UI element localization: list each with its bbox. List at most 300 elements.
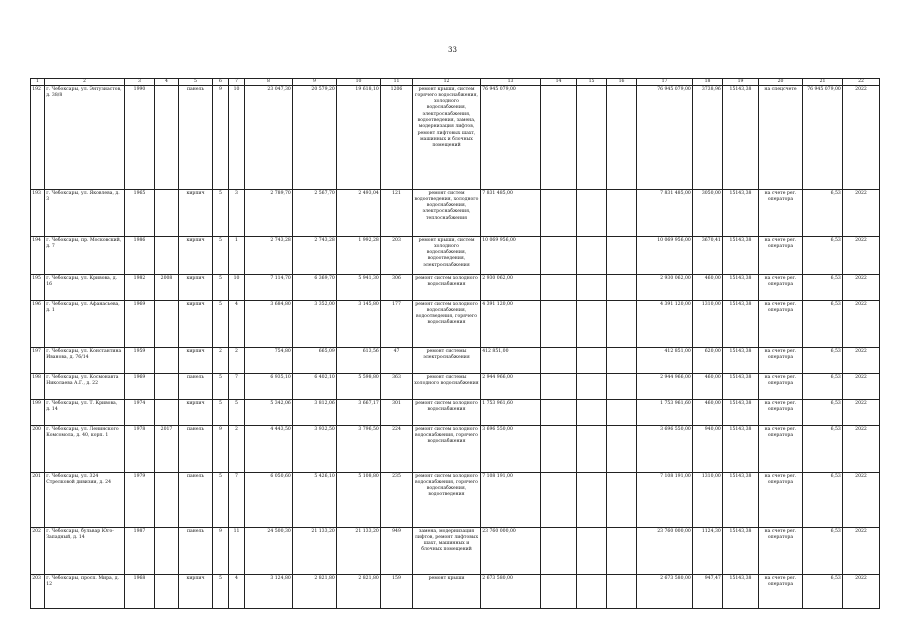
table-cell-col-2: г. Чебоксары, пр. Московский, д. 7 [45, 237, 125, 275]
table-cell-col-19: 15143,38 [723, 473, 759, 528]
table-cell-col-3: 1969 [125, 374, 155, 400]
table-cell-col-17: 1 753 961,60 [637, 400, 693, 426]
table-cell-col-10: 5 598,80 [337, 374, 381, 400]
table-cell-col-9: 21 133,20 [293, 528, 337, 575]
table-cell-col-1: 201 [31, 473, 45, 528]
table-cell-col-1: 195 [31, 275, 45, 301]
table-cell-col-11: 47 [381, 348, 413, 374]
table-cell-col-14 [541, 348, 577, 374]
table-cell-col-20: на счете рег. оператора [759, 400, 803, 426]
table-cell-col-9: 665,09 [293, 348, 337, 374]
table-cell-col-7: 4 [229, 301, 245, 348]
table-cell-col-14 [541, 575, 577, 609]
table-cell-col-3: 1987 [125, 528, 155, 575]
table-row [31, 400, 880, 426]
table-cell-col-21: 6,53 [803, 528, 843, 575]
table-cell-col-7: 2 [229, 426, 245, 473]
table-cell-col-22: 2022 [843, 473, 880, 528]
table-cell-col-9: 3 352,00 [293, 301, 337, 348]
table-cell-col-10: 5 941,30 [337, 275, 381, 301]
table-cell-col-14 [541, 528, 577, 575]
table-cell-col-13: 23 760 000,00 [481, 528, 541, 575]
table-cell-col-6: 5 [213, 473, 229, 528]
table-cell-col-18: 3670,41 [693, 237, 723, 275]
table-cell-col-14 [541, 473, 577, 528]
table-cell-col-17: 2 930 062,00 [637, 275, 693, 301]
table-cell-col-19: 15143,38 [723, 348, 759, 374]
table-cell-col-8: 5 342,06 [245, 400, 293, 426]
table-cell-col-6: 5 [213, 400, 229, 426]
table-cell-col-5: панель [179, 374, 213, 400]
column-number: 15 [577, 79, 607, 86]
table-cell-col-18: 3738,96 [693, 86, 723, 190]
table-cell-col-9: 2 567,70 [293, 190, 337, 237]
table-cell-col-7: 7 [229, 473, 245, 528]
table-cell-col-22: 2022 [843, 426, 880, 473]
table-cell-col-8: 23 047,30 [245, 86, 293, 190]
table-cell-col-17: 23 760 000,00 [637, 528, 693, 575]
table-cell-col-22: 2022 [843, 575, 880, 609]
table-cell-col-10: 613,56 [337, 348, 381, 374]
table-cell-col-8: 6 935,10 [245, 374, 293, 400]
table-cell-col-8: 3 684,80 [245, 301, 293, 348]
table-cell-col-11: 203 [381, 237, 413, 275]
table-cell-col-4 [155, 348, 179, 374]
table-cell-col-12: ремонт крыши, систем горячего водоснабжения, холодного водоснабжения, электроснабжения, водоотведения, замена, модернизация лифтов, ремонт лифтовых шахт, машинных и блочных помещений [413, 86, 481, 190]
column-number: 8 [245, 79, 293, 86]
table-cell-col-6: 5 [213, 275, 229, 301]
table-cell-col-20: на счете рег. оператора [759, 426, 803, 473]
table-cell-col-4 [155, 473, 179, 528]
column-number-row [31, 79, 880, 86]
table-cell-col-7: 3 [229, 190, 245, 237]
table-cell-col-21: 6,53 [803, 190, 843, 237]
table-cell-col-19: 15143,38 [723, 190, 759, 237]
table-cell-col-5: панель [179, 473, 213, 528]
table-cell-col-10: 2 493,04 [337, 190, 381, 237]
table-cell-col-9: 2 821,80 [293, 575, 337, 609]
table-cell-col-14 [541, 190, 577, 237]
table-cell-col-6: 5 [213, 575, 229, 609]
table-cell-col-21: 6,53 [803, 237, 843, 275]
table-cell-col-14 [541, 275, 577, 301]
table-cell-col-1: 192 [31, 86, 45, 190]
table-cell-col-7: 10 [229, 275, 245, 301]
table-row [31, 348, 880, 374]
table-cell-col-16 [607, 528, 637, 575]
table-cell-col-4 [155, 374, 179, 400]
table-cell-col-16 [607, 275, 637, 301]
table-cell-col-2: г. Чебоксары, просп. Мира, д. 12 [45, 575, 125, 609]
table-row [31, 473, 880, 528]
table-cell-col-10: 19 618,10 [337, 86, 381, 190]
table-cell-col-22: 2022 [843, 190, 880, 237]
table-cell-col-11: 301 [381, 400, 413, 426]
table-row [31, 374, 880, 400]
table-cell-col-1: 199 [31, 400, 45, 426]
table-cell-col-8: 2 743,28 [245, 237, 293, 275]
table-cell-col-18: 947,47 [693, 575, 723, 609]
table-cell-col-13: 76 945 079,00 [481, 86, 541, 190]
table-cell-col-20: на счете рег. оператора [759, 473, 803, 528]
table-cell-col-2: г. Чебоксары, ул. Энтузиастов, д. 38/8 [45, 86, 125, 190]
column-number: 10 [337, 79, 381, 86]
table-cell-col-10: 5 108,80 [337, 473, 381, 528]
table-cell-col-20: на счете рег. оператора [759, 374, 803, 400]
table-cell-col-15 [577, 400, 607, 426]
table-cell-col-11: 224 [381, 426, 413, 473]
table-cell-col-8: 24 500,30 [245, 528, 293, 575]
table-cell-col-3: 1969 [125, 301, 155, 348]
table-cell-col-10: 1 992,28 [337, 237, 381, 275]
table-cell-col-5: панель [179, 86, 213, 190]
table-cell-col-18: 1310,00 [693, 301, 723, 348]
table-cell-col-21: 6,53 [803, 575, 843, 609]
table-cell-col-18: 940,00 [693, 426, 723, 473]
table-cell-col-17: 76 945 079,00 [637, 86, 693, 190]
table-cell-col-3: 1968 [125, 575, 155, 609]
table-cell-col-2: г. Чебоксары, ул. Константина Иванова, д. 76/14 [45, 348, 125, 374]
table-cell-col-19: 15143,38 [723, 374, 759, 400]
table-cell-col-4 [155, 237, 179, 275]
table-cell-col-7: 11 [229, 528, 245, 575]
table-row [31, 528, 880, 575]
table-cell-col-9: 2 743,28 [293, 237, 337, 275]
table-cell-col-5: кирпич [179, 301, 213, 348]
table-cell-col-17: 7 831 485,00 [637, 190, 693, 237]
table-cell-col-4 [155, 528, 179, 575]
table-cell-col-16 [607, 575, 637, 609]
table-cell-col-3: 1978 [125, 426, 155, 473]
table-cell-col-2: г. Чебоксары, ул. Афанасьева, д. 1 [45, 301, 125, 348]
table-cell-col-1: 193 [31, 190, 45, 237]
column-number: 1 [31, 79, 45, 86]
table-cell-col-22: 2022 [843, 374, 880, 400]
table-cell-col-17: 412 851,00 [637, 348, 693, 374]
table-cell-col-11: 177 [381, 301, 413, 348]
table-cell-col-5: панель [179, 426, 213, 473]
table-cell-col-22: 2022 [843, 237, 880, 275]
table-cell-col-16 [607, 348, 637, 374]
table-cell-col-21: 6,53 [803, 301, 843, 348]
table-cell-col-7: 5 [229, 400, 245, 426]
table-cell-col-5: панель [179, 528, 213, 575]
table-cell-col-11: 235 [381, 473, 413, 528]
table-cell-col-12: ремонт системы холодного водоснабжения [413, 374, 481, 400]
table-cell-col-15 [577, 348, 607, 374]
table-cell-col-2: г. Чебоксары, ул. Космонавта Николаева А.Г., д. 22 [45, 374, 125, 400]
table-cell-col-11: 1206 [381, 86, 413, 190]
table-cell-col-17: 3 696 550,00 [637, 426, 693, 473]
table-cell-col-7: 1 [229, 237, 245, 275]
table-row [31, 86, 880, 190]
table-cell-col-21: 6,53 [803, 374, 843, 400]
column-number: 19 [723, 79, 759, 86]
table-cell-col-12: ремонт систем холодного водоснабжения, водоотведения, горячего водоснабжения [413, 301, 481, 348]
table-cell-col-7: 4 [229, 575, 245, 609]
table-cell-col-19: 15143,38 [723, 275, 759, 301]
column-number: 2 [45, 79, 125, 86]
table-cell-col-20: на счете рег. оператора [759, 190, 803, 237]
table-cell-col-11: 363 [381, 374, 413, 400]
table-cell-col-2: г. Чебоксары, ул. Кривова, д. 16 [45, 275, 125, 301]
table-cell-col-10: 2 821,80 [337, 575, 381, 609]
column-number: 11 [381, 79, 413, 86]
table-cell-col-8: 6 050,60 [245, 473, 293, 528]
table-cell-col-6: 5 [213, 190, 229, 237]
table-cell-col-16 [607, 473, 637, 528]
table-cell-col-9: 3 932,50 [293, 426, 337, 473]
table-cell-col-21: 76 945 079,00 [803, 86, 843, 190]
table-cell-col-15 [577, 275, 607, 301]
table-cell-col-7: 2 [229, 348, 245, 374]
table-cell-col-20: на счете рег. оператора [759, 275, 803, 301]
table-cell-col-22: 2022 [843, 400, 880, 426]
table-cell-col-22: 2022 [843, 348, 880, 374]
table-cell-col-1: 196 [31, 301, 45, 348]
table-cell-col-21: 6,53 [803, 473, 843, 528]
table-cell-col-3: 1979 [125, 473, 155, 528]
column-number: 3 [125, 79, 155, 86]
table-cell-col-5: кирпич [179, 275, 213, 301]
table-cell-col-15 [577, 374, 607, 400]
column-number: 20 [759, 79, 803, 86]
column-number: 18 [693, 79, 723, 86]
table-cell-col-13: 7 831 485,00 [481, 190, 541, 237]
table-cell-col-6: 5 [213, 301, 229, 348]
table-cell-col-4: 2017 [155, 426, 179, 473]
table-cell-col-3: 1986 [125, 237, 155, 275]
table-cell-col-13: 7 108 191,00 [481, 473, 541, 528]
table-cell-col-13: 2 673 580,00 [481, 575, 541, 609]
table-cell-col-6: 9 [213, 426, 229, 473]
table-cell-col-1: 197 [31, 348, 45, 374]
column-number: 14 [541, 79, 577, 86]
table-cell-col-8: 4 443,50 [245, 426, 293, 473]
table-cell-col-19: 15143,38 [723, 528, 759, 575]
table-cell-col-20: на счете рег. оператора [759, 575, 803, 609]
column-number: 4 [155, 79, 179, 86]
table-cell-col-8: 754,80 [245, 348, 293, 374]
table-cell-col-3: 1974 [125, 400, 155, 426]
table-cell-col-15 [577, 86, 607, 190]
table-cell-col-13: 412 851,00 [481, 348, 541, 374]
table-cell-col-14 [541, 301, 577, 348]
column-number: 13 [481, 79, 541, 86]
table-cell-col-2: г. Чебоксары, ул. Т. Кривова, д. 14 [45, 400, 125, 426]
table-cell-col-21: 6,53 [803, 426, 843, 473]
table-cell-col-21: 6,53 [803, 400, 843, 426]
table-cell-col-12: замена, модернизация лифтов, ремонт лифтовых шахт, машинных и блочных помещений [413, 528, 481, 575]
table-cell-col-5: кирпич [179, 400, 213, 426]
table-row [31, 237, 880, 275]
table-cell-col-1: 202 [31, 528, 45, 575]
table-cell-col-21: 6,53 [803, 348, 843, 374]
table-cell-col-12: ремонт систем холодного водоснабжения, горячего водоснабжения, водоотведения [413, 473, 481, 528]
table-cell-col-18: 620,00 [693, 348, 723, 374]
table-cell-col-16 [607, 237, 637, 275]
table-cell-col-17: 10 069 956,00 [637, 237, 693, 275]
table-cell-col-21: 6,53 [803, 275, 843, 301]
column-number: 7 [229, 79, 245, 86]
table-cell-col-13: 10 069 956,00 [481, 237, 541, 275]
table-cell-col-10: 3 145,80 [337, 301, 381, 348]
table-cell-col-8: 7 114,70 [245, 275, 293, 301]
table-cell-col-20: на счете рег. оператора [759, 348, 803, 374]
table-cell-col-17: 2 673 580,00 [637, 575, 693, 609]
table-cell-col-4 [155, 301, 179, 348]
table-cell-col-13: 4 391 120,00 [481, 301, 541, 348]
table-cell-col-7: 10 [229, 86, 245, 190]
column-number: 17 [637, 79, 693, 86]
table-cell-col-3: 1959 [125, 348, 155, 374]
column-number: 5 [179, 79, 213, 86]
table-cell-col-13: 2 930 062,00 [481, 275, 541, 301]
table-row [31, 190, 880, 237]
table-cell-col-16 [607, 400, 637, 426]
table-cell-col-5: кирпич [179, 348, 213, 374]
table-cell-col-3: 1965 [125, 190, 155, 237]
table-cell-col-15 [577, 190, 607, 237]
table-cell-col-6: 5 [213, 237, 229, 275]
table-cell-col-12: ремонт систем холодного водоснабжения [413, 400, 481, 426]
table-cell-col-18: 460,00 [693, 374, 723, 400]
table-cell-col-14 [541, 426, 577, 473]
table-cell-col-16 [607, 426, 637, 473]
table-cell-col-22: 2022 [843, 528, 880, 575]
column-number: 16 [607, 79, 637, 86]
column-number: 12 [413, 79, 481, 86]
table-cell-col-3: 1990 [125, 86, 155, 190]
table-cell-col-11: 306 [381, 275, 413, 301]
table-cell-col-2: г. Чебоксары, ул. Ленинского Комсомола, д. 40, корп. 1 [45, 426, 125, 473]
table-cell-col-12: ремонт системы электроснабжения [413, 348, 481, 374]
table-cell-col-15 [577, 575, 607, 609]
table-cell-col-13: 2 944 966,00 [481, 374, 541, 400]
table-cell-col-13: 3 696 550,00 [481, 426, 541, 473]
table-body [31, 86, 880, 609]
table-cell-col-10: 3 796,50 [337, 426, 381, 473]
table-cell-col-22: 2022 [843, 301, 880, 348]
table-cell-col-11: 121 [381, 190, 413, 237]
table-cell-col-4 [155, 86, 179, 190]
table-cell-col-19: 15143,38 [723, 301, 759, 348]
table-cell-col-17: 2 944 966,00 [637, 374, 693, 400]
table-cell-col-11: 949 [381, 528, 413, 575]
table-cell-col-20: на счете рег. оператора [759, 301, 803, 348]
column-number: 21 [803, 79, 843, 86]
table-cell-col-9: 3 812,06 [293, 400, 337, 426]
table-cell-col-2: г. Чебоксары, ул. 324 Стрелковой дивизии, д. 24 [45, 473, 125, 528]
table-cell-col-5: кирпич [179, 190, 213, 237]
table-cell-col-18: 1310,00 [693, 473, 723, 528]
table-cell-col-2: г. Чебоксары, бульвар Юго-Западный, д. 14 [45, 528, 125, 575]
table-cell-col-7: 7 [229, 374, 245, 400]
column-number: 6 [213, 79, 229, 86]
table-cell-col-15 [577, 528, 607, 575]
table-cell-col-13: 1 753 961,60 [481, 400, 541, 426]
table-cell-col-12: ремонт систем водоотведения, холодного водоснабжения, электроснабжения, теплоснабжения [413, 190, 481, 237]
table-cell-col-19: 15143,38 [723, 575, 759, 609]
table-cell-col-6: 2 [213, 348, 229, 374]
table-cell-col-15 [577, 426, 607, 473]
table-cell-col-1: 200 [31, 426, 45, 473]
table-cell-col-20: на счете рег. оператора [759, 528, 803, 575]
table-row [31, 301, 880, 348]
table-cell-col-9: 20 579,20 [293, 86, 337, 190]
table-cell-col-1: 203 [31, 575, 45, 609]
table-cell-col-17: 4 391 120,00 [637, 301, 693, 348]
table-cell-col-9: 6 402,10 [293, 374, 337, 400]
table-cell-col-9: 6 369,70 [293, 275, 337, 301]
table-cell-col-20: на счете рег. оператора [759, 237, 803, 275]
table-cell-col-19: 15143,38 [723, 400, 759, 426]
table-row [31, 575, 880, 609]
table-cell-col-18: 460,00 [693, 400, 723, 426]
table-row [31, 426, 880, 473]
table-cell-col-18: 1124,30 [693, 528, 723, 575]
table-cell-col-4 [155, 400, 179, 426]
table-cell-col-3: 1982 [125, 275, 155, 301]
page-number: 33 [448, 46, 457, 54]
table-cell-col-4: 2008 [155, 275, 179, 301]
table-cell-col-15 [577, 473, 607, 528]
table-cell-col-4 [155, 190, 179, 237]
table-cell-col-18: 3050,00 [693, 190, 723, 237]
table-cell-col-14 [541, 374, 577, 400]
table-cell-col-10: 3 667,17 [337, 400, 381, 426]
table-cell-col-6: 9 [213, 86, 229, 190]
capital-repair-table [30, 78, 880, 609]
table-cell-col-12: ремонт систем холодного водоснабжения [413, 275, 481, 301]
table-cell-col-11: 159 [381, 575, 413, 609]
table-cell-col-1: 198 [31, 374, 45, 400]
table-cell-col-20: на спецсчете [759, 86, 803, 190]
table-cell-col-6: 9 [213, 528, 229, 575]
table-cell-col-15 [577, 237, 607, 275]
table-cell-col-14 [541, 400, 577, 426]
table-cell-col-8: 2 789,70 [245, 190, 293, 237]
table-cell-col-9: 5 426,10 [293, 473, 337, 528]
table-cell-col-12: ремонт систем холодного водоснабжения, горячего водоснабжения [413, 426, 481, 473]
table-cell-col-6: 5 [213, 374, 229, 400]
table-cell-col-1: 194 [31, 237, 45, 275]
table-cell-col-18: 460,00 [693, 275, 723, 301]
table-cell-col-4 [155, 575, 179, 609]
table-cell-col-5: кирпич [179, 575, 213, 609]
table-cell-col-19: 15143,38 [723, 426, 759, 473]
table-cell-col-10: 21 133,20 [337, 528, 381, 575]
table-cell-col-16 [607, 301, 637, 348]
table-cell-col-16 [607, 374, 637, 400]
table-cell-col-12: ремонт крыши [413, 575, 481, 609]
column-number: 22 [843, 79, 880, 86]
table-cell-col-19: 15143,38 [723, 86, 759, 190]
table-cell-col-19: 15143,38 [723, 237, 759, 275]
table-cell-col-14 [541, 237, 577, 275]
table-cell-col-2: г. Чебоксары, ул. Яковлева, д. 3 [45, 190, 125, 237]
table-cell-col-15 [577, 301, 607, 348]
table-row [31, 275, 880, 301]
table-cell-col-22: 2022 [843, 86, 880, 190]
table-cell-col-12: ремонт крыши, систем холодного водоснабжения, водоотведения, электроснабжения [413, 237, 481, 275]
table-cell-col-17: 7 108 191,00 [637, 473, 693, 528]
table-cell-col-14 [541, 86, 577, 190]
table-cell-col-16 [607, 190, 637, 237]
column-number: 9 [293, 79, 337, 86]
table-cell-col-22: 2022 [843, 275, 880, 301]
table-cell-col-16 [607, 86, 637, 190]
